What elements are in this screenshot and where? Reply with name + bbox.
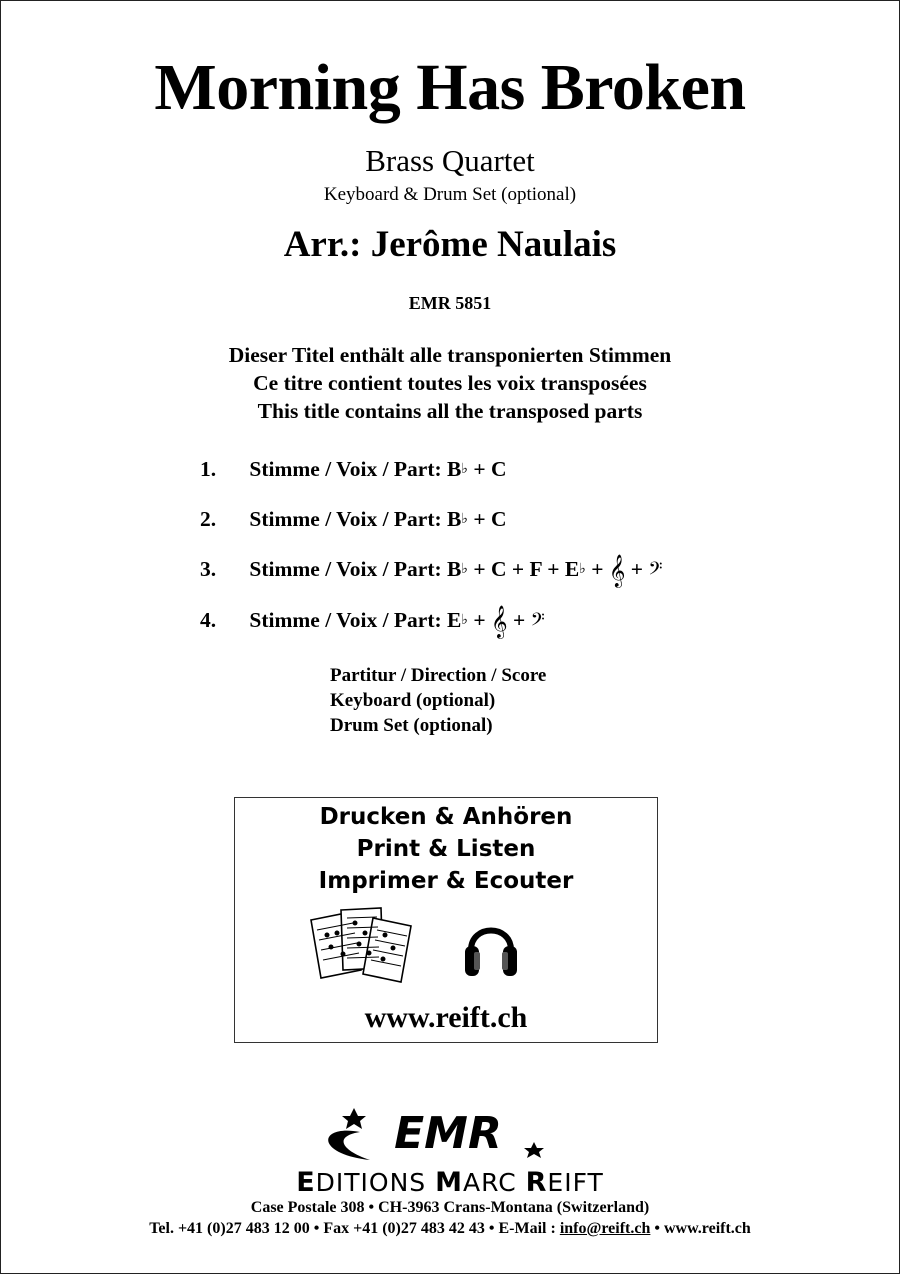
part-number: 1.	[200, 457, 217, 481]
publisher-address: Case Postale 308 • CH-3963 Crans-Montana (Switzerland)	[250, 1199, 650, 1216]
instrumentation: Keyboard & Drum Set (optional)	[323, 184, 577, 205]
publisher-name: EDITIONS MARC REIFT	[296, 1167, 604, 1198]
part-keys: B♭ + C	[447, 507, 507, 531]
arranger: Arr.: Jerôme Naulais	[283, 224, 617, 265]
promo-line-german: Drucken & Anhören	[319, 804, 573, 830]
sheet-music-icon	[307, 904, 419, 984]
part-line	[200, 555, 663, 587]
promo-website[interactable]: www.reift.ch	[364, 1001, 528, 1034]
part-number: 4.	[200, 608, 217, 632]
part-keys: B♭ + C + F + E♭ + 𝄞 + 𝄢	[447, 554, 663, 587]
part-number: 3.	[200, 557, 217, 581]
extra-drum-set: Drum Set (optional)	[330, 715, 493, 736]
notice-english: This title contains all the transposed parts	[257, 399, 643, 423]
headphones-icon	[463, 910, 519, 982]
part-label: Stimme / Voix / Part:	[249, 457, 442, 481]
catalog-number: EMR 5851	[408, 293, 492, 313]
email-link[interactable]: info@reift.ch	[559, 1220, 651, 1237]
part-line	[200, 505, 507, 537]
website-link[interactable]: www.reift.ch	[664, 1220, 751, 1237]
part-label: Stimme / Voix / Part:	[249, 507, 442, 531]
promo-line-french: Imprimer & Ecouter	[318, 868, 574, 894]
part-label: Stimme / Voix / Part:	[249, 608, 442, 632]
fax: Fax +41 (0)27 483 42 43	[323, 1220, 485, 1237]
emr-logo	[300, 1102, 600, 1164]
part-number: 2.	[200, 507, 217, 531]
part-keys: B♭ + C	[447, 457, 507, 481]
subtitle: Brass Quartet	[365, 143, 535, 178]
emr-logo-text: EMR	[394, 1108, 502, 1159]
page-title: Morning Has Broken	[154, 51, 746, 124]
print-listen-box	[234, 797, 658, 1043]
extra-score: Partitur / Direction / Score	[330, 665, 547, 686]
notice-french: Ce titre contient toutes les voix transposées	[253, 371, 647, 395]
promo-line-english: Print & Listen	[356, 836, 536, 862]
part-label: Stimme / Voix / Part:	[249, 557, 442, 581]
part-line	[200, 455, 507, 487]
extra-keyboard: Keyboard (optional)	[330, 690, 496, 711]
notice-german: Dieser Titel enthält alle transponierten Stimmen	[228, 343, 672, 367]
part-line	[200, 606, 545, 638]
telephone: Tel. +41 (0)27 483 12 00	[149, 1220, 310, 1237]
part-keys: E♭ + 𝄞 + 𝄢	[447, 605, 545, 638]
email-label: E-Mail :	[498, 1220, 556, 1237]
publisher-contact: Tel. +41 (0)27 483 12 00 • Fax +41 (0)27 483 42 43 • E-Mail : info@reift.ch • www.reift.ch	[149, 1220, 751, 1237]
